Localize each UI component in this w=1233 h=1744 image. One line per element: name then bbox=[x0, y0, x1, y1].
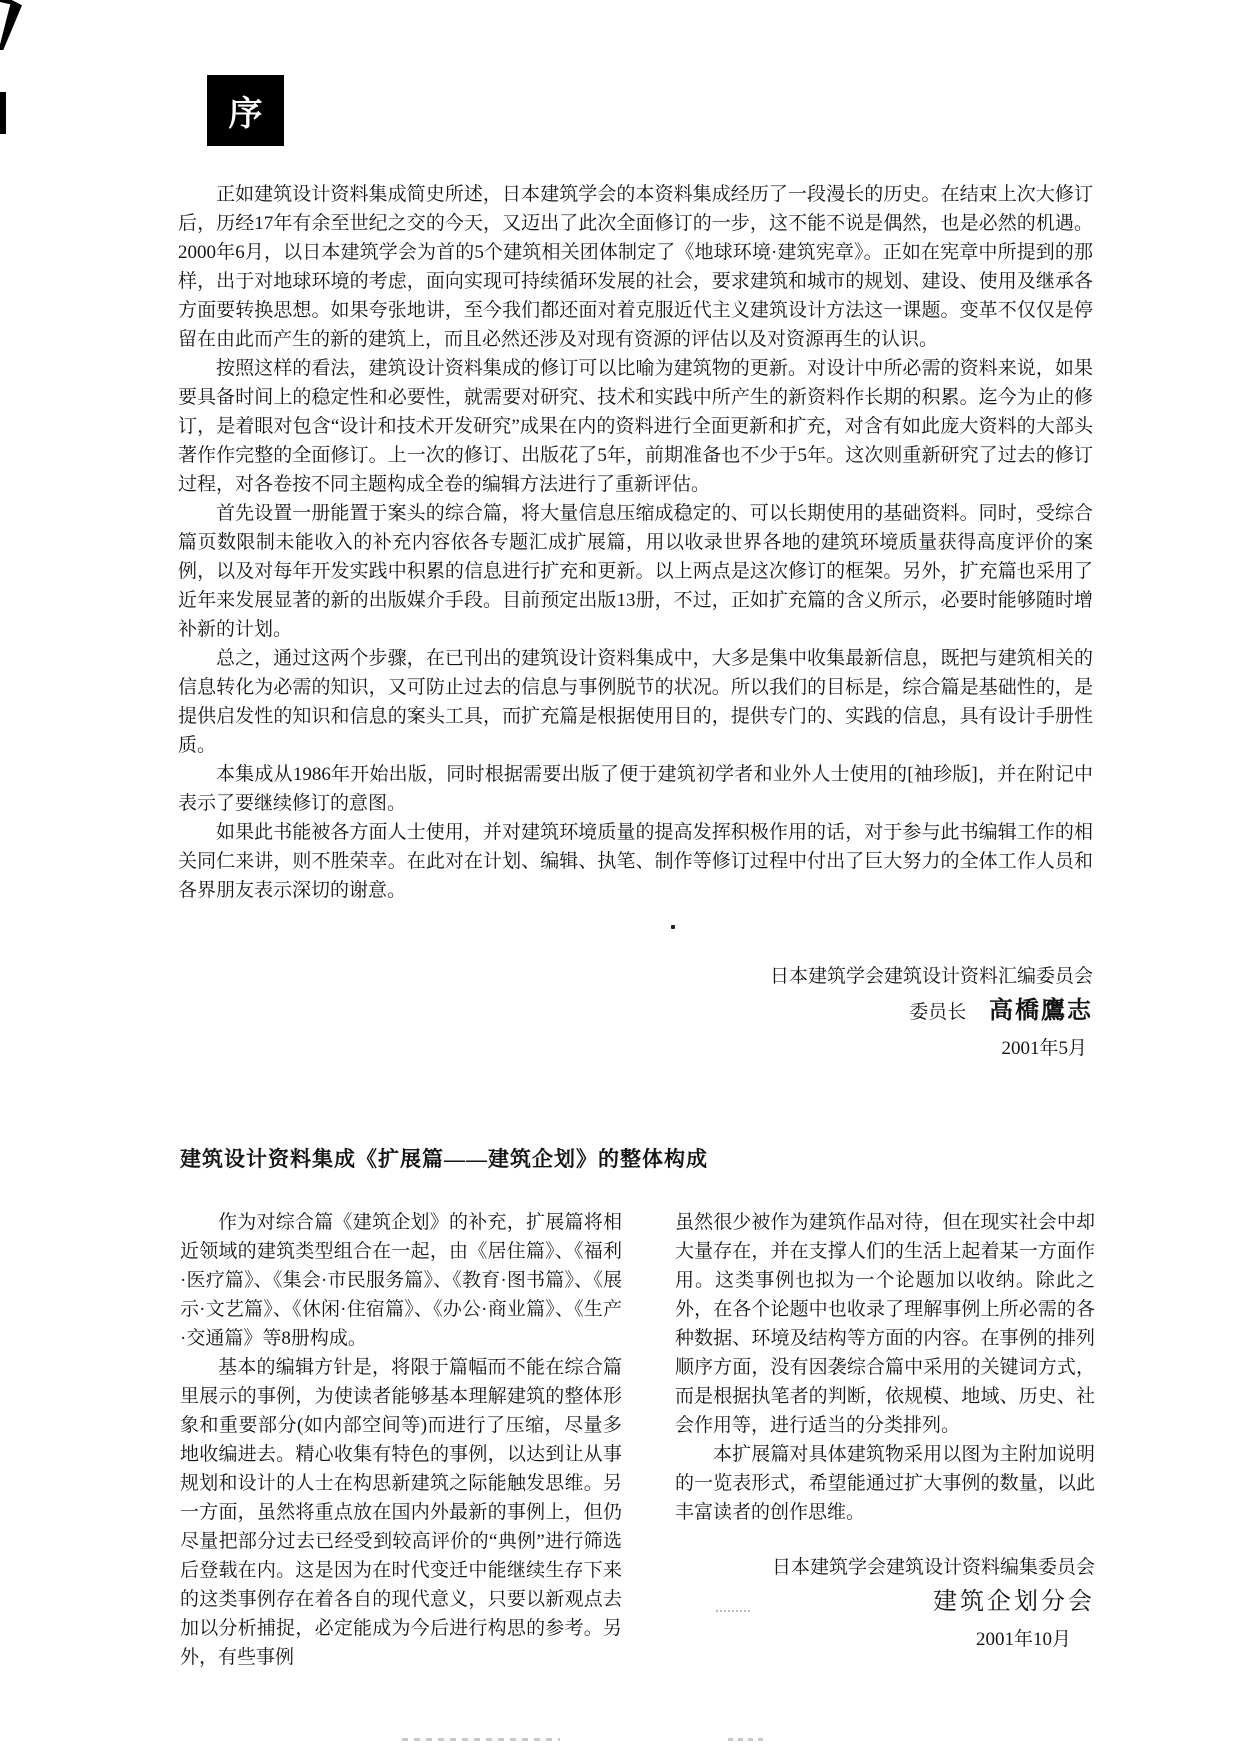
right-column-paragraph-2: 本扩展篇对具体建筑物采用以图为主附加说明的一览表形式，希望能通过扩大事例的数量，以此丰富读者的创作思维。 bbox=[675, 1444, 1095, 1523]
scan-edge-mark bbox=[0, 92, 6, 134]
division-name: 建筑企划分会 bbox=[933, 1589, 1095, 1615]
left-column bbox=[180, 1208, 622, 1672]
left-column-paragraph-2: 基本的编辑方针是，将限于篇幅而不能在综合篇里展示的事例，为使读者能够基本理解建筑的整体形象和重要部分(如内部空间等)而进行了压缩，尽量多地收编进去。精心收集有特色的事例，以达到让从事规划和设计的人士在构思新建筑之际能触发思维。另一方面，虽然将重点放在国内外最新的事例上，但仍尽量把部分过去已经受到较高评价的“典例”进行筛选后登载在内。这是因为在时代变迁中能继续生存下来的这类事例存在着各自的现代意义，只要以新观点去加以分析捕捉，必定能成为今后进行构思的参考。另外，有些事例 bbox=[180, 1357, 622, 1668]
preface-paragraph-6: 如果此书能被各方面人士使用，并对建筑环境质量的提高发挥积极作用的话，对于参与此书编辑工作的相关同仁来讲，则不胜荣幸。在此对在计划、编辑、执笔、制作等修订过程中付出了巨大努力的全体工作人员和各界朋友表示深切的谢意。 bbox=[178, 822, 1093, 901]
chairman-line bbox=[178, 996, 1093, 1028]
committee-date: 2001年5月 bbox=[1001, 1038, 1087, 1059]
preface-paragraph-1: 正如建筑设计资料集成简史所述，日本建筑学会的本资料集成经历了一段漫长的历史。在结束上次大修订后，历经17年有余至世纪之交的今天，又迈出了此次全面修订的一步，这不能不说是偶然，也是必然的机遇。2000年6月，以日本建筑学会为首的5个建筑相关团体制定了《地球环境·建筑宪章》。正如在宪章中所提到的那样，出于对地球环境的考虑，面向实现可持续循环发展的社会，要求建筑和城市的规划、建设、使用及继承各方面要转换思想。如果夸张地讲，至今我们都还面对着克服近代主义建筑设计方法这一课题。变革不仅仅是停留在由此而产生的新的建筑上，而且必然还涉及对现有资源的评估以及对资源再生的认识。 bbox=[178, 184, 1093, 350]
left-column-paragraph-1: 作为对综合篇《建筑企划》的补充，扩展篇将相近领域的建筑类型组合在一起，由《居住篇》、《福利·医疗篇》、《集会·市民服务篇》、《教育·图书篇》、《展示·文艺篇》、《休闲·住宿篇》、《办公·商业篇》、《生产·交通篇》等8册构成。 bbox=[180, 1212, 622, 1349]
preface-body bbox=[178, 180, 1093, 905]
chairman-name: 高橋鷹志 bbox=[989, 998, 1093, 1024]
preface-paragraph-3: 首先设置一册能置于案头的综合篇，将大量信息压缩成稳定的、可以长期使用的基础资料。同时，受综合篇页数限制未能收入的补充内容依各专题汇成扩展篇，用以收录世界各地的建筑环境质量获得高度评价的案例，以及对每年开发实践中积累的信息进行扩充和更新。以上两点是这次修订的框架。另外，扩充篇也采用了近年来发展显著的新的出版媒介手段。目前预定出版13册，不过，正如扩充篇的含义所示，必要时能够随时增补新的计划。 bbox=[178, 503, 1093, 640]
scan-speck bbox=[671, 925, 675, 929]
committee-signature bbox=[178, 962, 1093, 1064]
preface-seal-character: 序 bbox=[228, 96, 263, 133]
committee-organization: 日本建筑学会建筑设计资料汇编委员会 bbox=[769, 966, 1093, 987]
right-column-paragraph-1: 虽然很少被作为建筑作品对待，但在现实社会中却大量存在，并在支撑人们的生活上起着某一方面作用。这类事例也拟为一个论题加以收纳。除此之外，在各个论题中也收录了理解事例上所必需的各种数据、环境及结构等方面的内容。在事例的排列顺序方面，没有因袭综合篇中采用的关键词方式，而是根据执笔者的判断，依规模、地域、历史、社会作用等，进行适当的分类排列。 bbox=[675, 1212, 1095, 1436]
division-date: 2001年10月 bbox=[975, 1629, 1071, 1650]
division-organization: 日本建筑学会建筑设计资料编集委员会 bbox=[771, 1557, 1095, 1578]
preface-paragraph-5: 本集成从1986年开始出版，同时根据需要出版了便于建筑初学者和业外人士使用的[袖珍版]，并在附记中表示了要继续修订的意图。 bbox=[178, 764, 1093, 814]
right-column bbox=[675, 1208, 1095, 1672]
preface-seal bbox=[207, 75, 284, 146]
preface-paragraph-2: 按照这样的看法，建筑设计资料集成的修订可以比喻为建筑物的更新。对设计中所必需的资料来说，如果要具备时间上的稳定性和必要性，就需要对研究、技术和实践中所产生的新资料作长期的积累。迄今为止的修订，是着眼对包含“设计和技术开发研究”成果在内的资料进行全面更新和扩充，对含有如此庞大资料的大部头著作作完整的全面修订。上一次的修订、出版花了5年，前期准备也不少于5年。这次则重新研究了过去的修订过程，对各卷按不同主题构成全卷的编辑方法进行了重新评估。 bbox=[178, 358, 1093, 495]
scan-corner-mark bbox=[0, 0, 22, 50]
division-signature bbox=[675, 1553, 1095, 1654]
preface-paragraph-4: 总之，通过这两个步骤，在已刊出的建筑设计资料集成中，大多是集中收集最新信息，既把与建筑相关的信息转化为必需的知识，又可防止过去的信息与事例脱节的状况。所以我们的目标是，综合篇是基础性的，是提供启发性的知识和信息的案头工具，而扩充篇是根据使用目的，提供专门的、实践的信息，具有设计手册性质。 bbox=[178, 648, 1093, 756]
chairman-role: 委员长 bbox=[909, 1002, 967, 1023]
scan-bottom-smudge bbox=[402, 1738, 560, 1741]
two-column-body bbox=[180, 1208, 1095, 1672]
scan-bottom-smudge bbox=[728, 1738, 766, 1741]
section-heading: 建筑设计资料集成《扩展篇——建筑企划》的整体构成 bbox=[180, 1147, 708, 1171]
